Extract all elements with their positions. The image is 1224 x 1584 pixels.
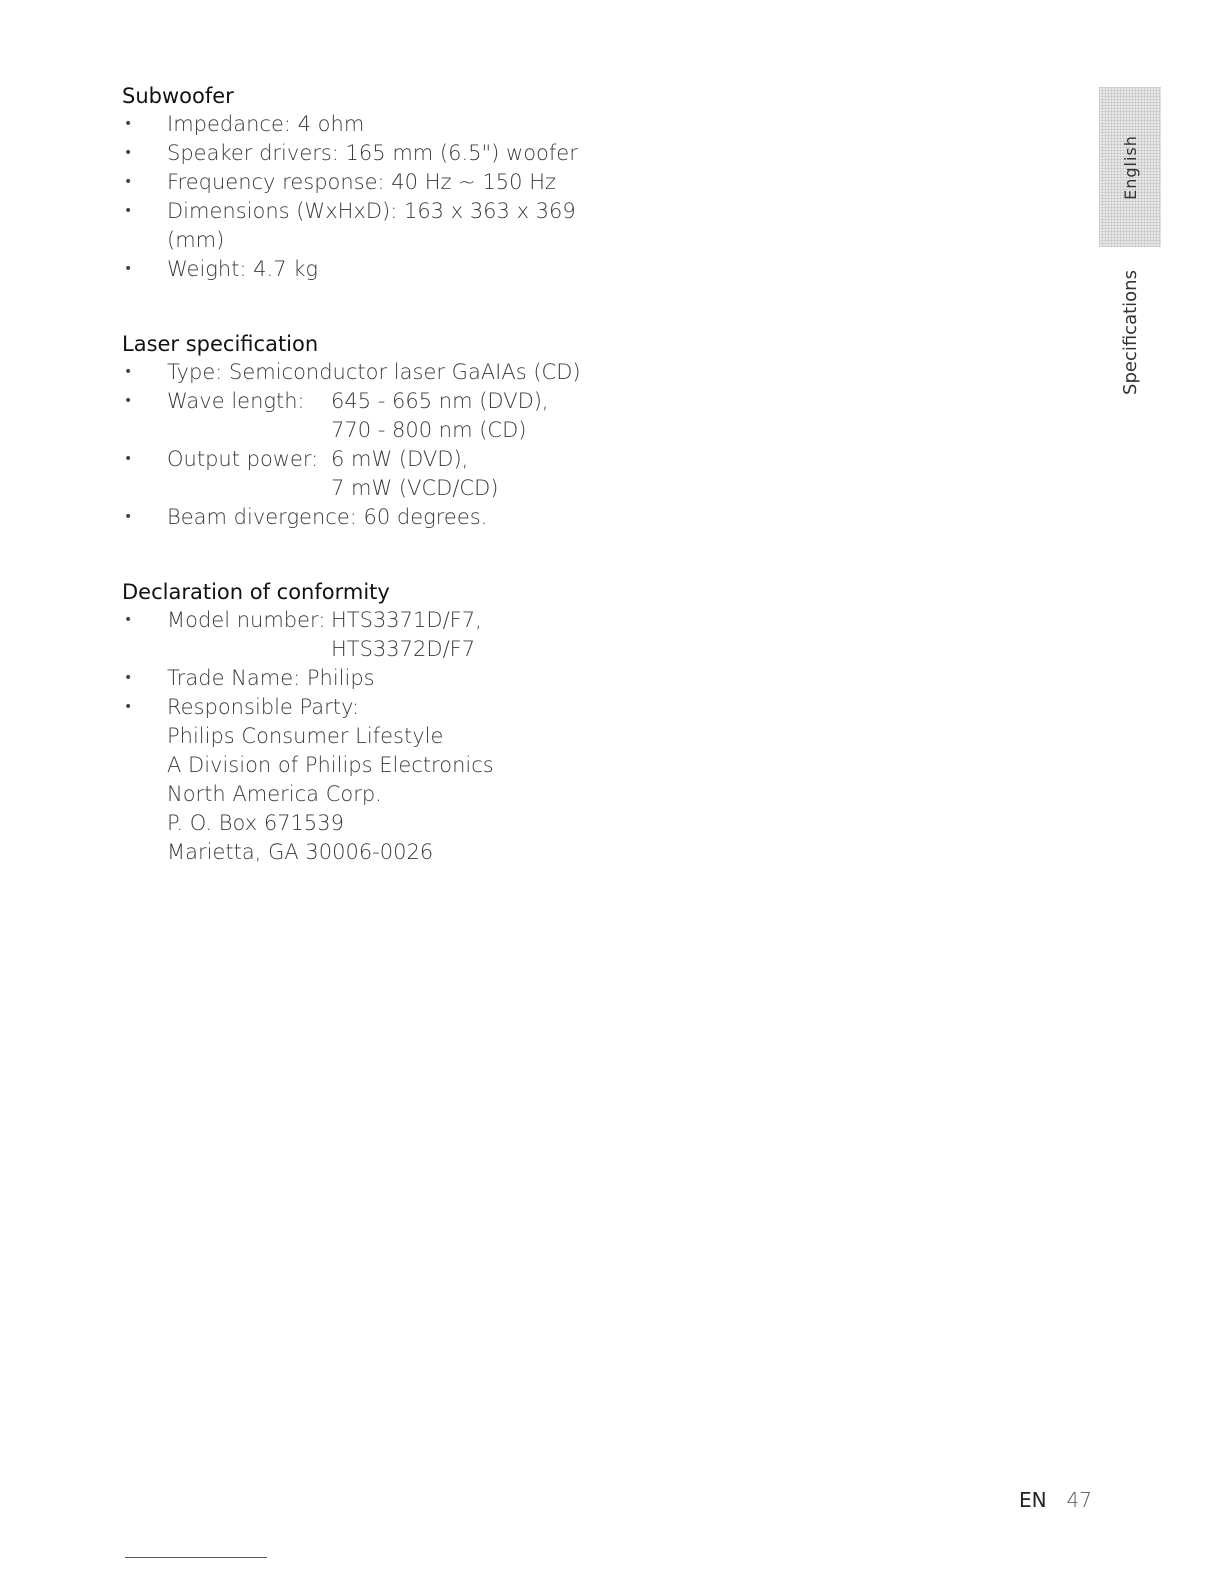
section-subwoofer	[122, 82, 762, 284]
item-text: Responsible Party:	[167, 695, 359, 719]
item-value: 770 - 800 nm (CD)	[331, 418, 527, 442]
item-value: HTS3372D/F7	[331, 637, 476, 661]
address-line: North America Corp.	[167, 782, 382, 806]
item-text: Weight: 4.7 kg	[167, 257, 319, 281]
item-label: Wave length:	[167, 389, 305, 413]
item-values	[331, 445, 498, 503]
list-item	[122, 693, 762, 867]
item-text: Type: Semiconductor laser GaAIAs (CD)	[167, 360, 581, 384]
spec-list	[122, 606, 762, 867]
list-item	[122, 387, 762, 445]
item-text: Impedance: 4 ohm	[167, 112, 365, 136]
label-value-pair	[167, 387, 762, 445]
list-item	[122, 358, 762, 387]
bullet-icon: •	[124, 261, 133, 277]
language-tab	[1099, 87, 1161, 247]
list-item	[122, 606, 762, 664]
page-footer	[1019, 1488, 1092, 1512]
list-item	[122, 110, 762, 139]
item-value: 6 mW (DVD),	[331, 447, 469, 471]
address-line: A Division of Philips Electronics	[167, 753, 494, 777]
list-item	[122, 445, 762, 503]
list-item	[122, 255, 762, 284]
section-heading: Declaration of conformity	[122, 580, 390, 604]
section-laser-specification	[122, 330, 762, 532]
list-item	[122, 664, 762, 693]
chapter-tab	[1099, 262, 1161, 402]
spec-list	[122, 358, 762, 532]
section-heading: Laser specification	[122, 332, 319, 356]
chapter-tab-label: Specifications	[1119, 269, 1141, 395]
item-text: Beam divergence: 60 degrees.	[167, 505, 488, 529]
section-heading: Subwoofer	[122, 84, 234, 108]
list-item	[122, 139, 762, 168]
item-value: 7 mW (VCD/CD)	[331, 476, 499, 500]
bullet-icon: •	[124, 203, 133, 219]
item-values	[331, 387, 549, 445]
label-value-pair	[167, 606, 762, 664]
bullet-icon: •	[124, 509, 133, 525]
item-text: Dimensions (WxHxD): 163 x 363 x 369	[167, 199, 576, 223]
item-value: 645 - 665 nm (DVD),	[331, 389, 549, 413]
bullet-icon: •	[124, 393, 133, 409]
item-text-continued: (mm)	[167, 228, 225, 252]
bullet-icon: •	[124, 451, 133, 467]
address-line: Philips Consumer Lifestyle	[167, 724, 444, 748]
address-line: P. O. Box 671539	[167, 811, 344, 835]
list-item	[122, 168, 762, 197]
item-text: Speaker drivers: 165 mm (6.5") woofer	[167, 141, 578, 165]
item-text: Frequency response: 40 Hz ~ 150 Hz	[167, 170, 557, 194]
section-declaration-of-conformity	[122, 578, 762, 867]
item-values	[331, 606, 482, 664]
bullet-icon: •	[124, 364, 133, 380]
bullet-icon: •	[124, 174, 133, 190]
bullet-icon: •	[124, 116, 133, 132]
bullet-icon: •	[124, 699, 133, 715]
page-content	[122, 82, 762, 913]
item-value: HTS3371D/F7,	[331, 608, 482, 632]
label-value-pair	[167, 445, 762, 503]
item-label: Model number:	[167, 608, 326, 632]
item-text: Trade Name: Philips	[167, 666, 375, 690]
bullet-icon: •	[124, 612, 133, 628]
language-tab-label: English	[1120, 134, 1140, 200]
list-item	[122, 197, 762, 255]
page-number: 47	[1066, 1488, 1092, 1512]
footer-language: EN	[1018, 1488, 1047, 1512]
address-line: Marietta, GA 30006-0026	[167, 840, 434, 864]
footnote-divider	[125, 1557, 267, 1558]
bullet-icon: •	[124, 145, 133, 161]
list-item	[122, 503, 762, 532]
spec-list	[122, 110, 762, 284]
item-label: Output power:	[167, 447, 319, 471]
bullet-icon: •	[124, 670, 133, 686]
